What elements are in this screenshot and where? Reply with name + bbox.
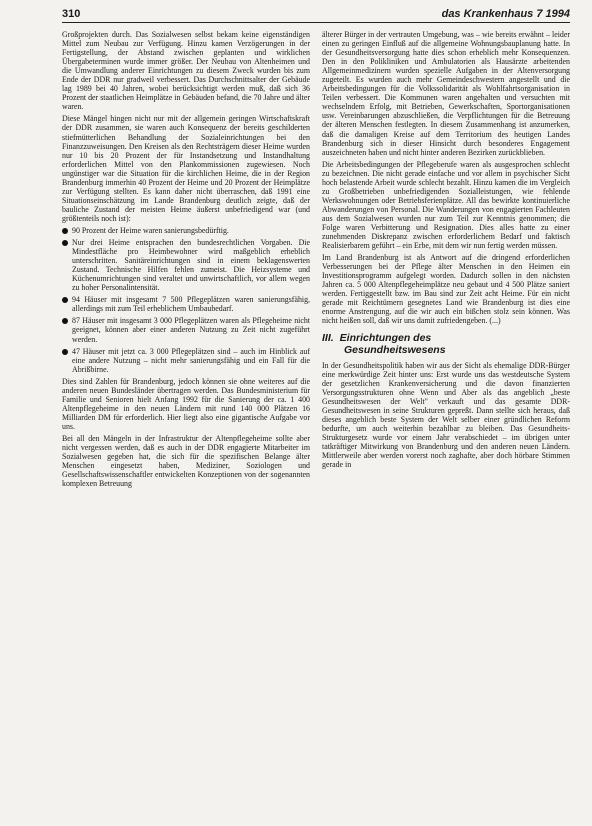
list-item [62,347,310,374]
list-item-text: 87 Häuser mit insgesamt 3 000 Pflegeplätzen waren als Pflegeheime nicht geeignet, können aber einer anderen Nutzung zu Zeit nicht zugeführt werden. [72,316,310,344]
list-item-text: 47 Häuser mit jetzt ca. 3 000 Pflegeplätzen sind – auch im Hinblick auf eine andere Nutzung – nicht mehr sanierungsfähig und ein Fall für die Abrißbirne. [72,346,310,374]
list-item [62,295,310,313]
journal-title: das Krankenhaus 7 1994 [441,8,570,20]
left-column [62,30,310,491]
bullet-icon [62,318,68,324]
bullet-icon [62,240,68,246]
section-title-line-2: Gesundheitswesens [344,343,446,356]
list-item-text: 94 Häuser mit insgesamt 7 500 Pflegeplätzen waren sanierungsfähig, allerdings mit zum Teil erheblichem Umbaubedarf. [72,295,310,314]
paragraph: Im Land Brandenburg ist als Antwort auf die dringend erforderlichen Verbesserungen bei der Pflege älter Menschen in den Heimen ein Investitionsprogramm aufgelegt worden. Dadurch sollen in den nächsten Jahren ca. 5 000 Altenpflegeheimplätze neu gebaut und 4 500 Plätze saniert werden. Fertiggestellt bzw. im Bau sind zur Zeit acht Heime. Für ein nicht gerade mit Reichtümern gesegnetes Land wie Brandenburg ist dies eine enorme Anstrengung, auf die wir auch ein bißchen stolz sein können. Was nicht heißen soll, daß wir uns damit zufriedengeben. (...) [322,253,570,326]
paragraph: Diese Mängel hingen nicht nur mit der allgemein geringen Wirtschaftskraft der DDR zusammen, sie waren auch Konsequenz der bereits geschilderten stiefmütterlichen Behandlung der Sozialeinrichtungen bei den Finanzzuweisungen. Den Kreisen als den Rechtsträgern dieser Heime wurden nur 10 bis 20 Prozent der für Instandsetzung und Instandhaltung erforderlichen Mittel von den Plankommissionen zugewiesen. Noch ungünstiger war die Situation für die kirchlichen Heime, die in der Region Brandenburg immerhin 40 Prozent der Heime und 20 Prozent der Heimplätze zur Verfügung stellten. Es kann daher nicht überraschen, daß 1991 eine Situationseinschätzung im Lande Brandenburg deutlich zeigte, daß der bauliche Zustand der meisten Heime äußerst unbefriedigend war (und größtenteils noch ist): [62,114,310,223]
paragraph: Die Arbeitsbedingungen der Pflegeberufe waren als ausgesprochen schlecht zu bezeichnen. Die nicht gerade einfache und vor allem in psychischer Sicht hoch belastende Arbeit wurde schlecht bezahlt. Hinzu kamen die im Vergleich zu Großbetrieben unbefriedigenden Sozialleistungen, wie fehlende Werkswohnungen oder Betriebsferienplätze. All das bewirkte kontinuierliche Abwanderungen von Personal. Die Wanderungen von engagierten Fachleuten aus dem Sozialwesen wurden nur zum Teil zur Kenntnis genommen; die Folge waren Verbitterung und Resignation. Dies alles hatte zu einer zunehmenden Diskrepanz zwischen erforderlichem Bedarf und faktisch Realisierbarem geführt – ein Erbe, mit dem wir nun fertig werden müssen. [322,159,570,251]
list-item [62,316,310,343]
list-item-text: 90 Prozent der Heime waren sanierungsbedürftig. [72,225,229,235]
paragraph: In der Gesundheitspolitik haben wir aus der Sicht als ehemalige DDR-Bürger eine merkwürdige Zeit hinter uns: Erst wurde uns das westdeutsche System der gesetzlichen Krankenversicherung und die davon finanzierten Versorgungsstrukturen ohne Wenn und Aber als das angeblich „beste Gesundheitswesen der Welt" verkauft und das gesamte DDR-Gesundheitswesen in seine Strukturen gepreßt. Dann stellte sich heraus, daß dieses angeblich beste System der Welt selber einer gründlichen Reform bedurfte, um auch weiterhin bezahlbar zu bleiben. Das Gesundheits-Strukturgesetz wurde vor einem Jahr verabschiedet – im übrigen unter tatkräftiger Mitwirkung von Brandenburg und den anderen neuen Ländern. Mittlerweile aber werden vorerst noch zaghafte, aber doch hörbare Stimmen gerade in [322,360,570,470]
list-item [62,226,310,235]
paragraph: Bei all den Mängeln in der Infrastruktur der Altenpflegeheime sollte aber nicht vergessen werden, daß es auch in der DDR engagierte Mitarbeiter im Sozialwesen gegeben hat, die sich für die spezifischen Belange älter Menschen eingesetzt haben, Mediziner, Soziologen und Gesellschaftswissenschaftler entwickelten Konzeptionen von der sogenannten komplexen Betreuung [62,433,310,489]
list-item [62,238,310,292]
paragraph: Großprojekten durch. Das Sozialwesen selbst bekam keine eigenständigen Mittel zum Neubau zur Verfügung. Hinzu kamen Verzögerungen in der Fertigstellung, der Abstand zwischen geplanten und wirklichen Übergabeterminen wurde immer größer. Der Neubau von Altenheimen und die Umwandlung anderer Einrichtungen zu diesem Zweck wurden bis zum Ende der DDR nur gradweil verbessert. Das Durchschnittsalter der Gebäude lag 1989 bei 40 Jahren, wobei berücksichtigt werden muß, daß sich 36 Prozent der staatlichen Heimplätze in Gebäuden befand, die 70 Jahre und älter waren. [62,30,310,112]
bullet-icon [62,349,68,355]
section-number: III. [322,331,334,344]
bullet-icon [62,297,68,303]
section-title-line-1: Einrichtungen des [339,331,432,344]
paragraph: älterer Bürger in der vertrauten Umgebung, was – wie bereits erwähnt – leider einen zu geringen Einfluß auf die allgemeine Wohnungsbauplanung hatte. In der Gesundheitsversorgung hatte dies schon erheblich mehr Konsequenzen. Den in den Polikliniken und Ambulatorien als Hausärzte arbeitenden Allgemeinmedizinern wurden spezielle Aufgaben in der Altenversorgung zugeteilt. Es wurden auch mehr Gemeindeschwestern angestellt und die Arbeitsbedingungen für die Volkssolidarität als Wohlfahrtsorganisation in Teilen verbessert. Die Kommunen waren angehalten und versuchten mit wechselndem Erfolg, mit Betrieben, Gewerkschaften, Sportorganisationen usw. Vereinbarungen abzuschließen, die Verpflichtungen für die Betreuung der älteren Menschen festlegten. In diesem Zusammenhang ist anzumerken, daß die damaligen Kreise auf dem Territorium des heutigen Landes Brandenburg sich in dieser Hinsicht durch besonderes Engagement auszeichneten haben und nicht hinter anderen Bezirken zurückblieben. [322,30,570,157]
page-number: 310 [62,8,81,20]
section-heading [322,332,570,356]
paragraph: Dies sind Zahlen für Brandenburg, jedoch können sie ohne weiteres auf die anderen neuen Bundesländer übertragen werden. Das Bundesministerium für Familie und Senioren hielt Anfang 1992 für die Sanierung der ca. 1 400 Altenpflegeheime in den neuen Ländern mit rund 140 000 Plätzen 16 Milliarden DM für erforderlich. Hier liegt also eine gigantische Aufgabe vor uns. [62,376,310,431]
header-rule [62,22,570,23]
right-column [322,30,570,472]
bullet-icon [62,228,68,234]
list-item-text: Nur drei Heime entsprachen den bundesrechtlichen Vorgaben. Die Mindestfläche pro Heimbewohner wird maßgeblich erheblich unterschritten. Sanitäreinrichtungen sind in einem beklagenswerten Zustand. Technische Hilfen fehlen zumeist. Die Heizsysteme und Küchenumrichtungen sind veraltet und unwirtschaftlich, vor allem wegen zu hoher Personalintensität. [72,238,310,293]
